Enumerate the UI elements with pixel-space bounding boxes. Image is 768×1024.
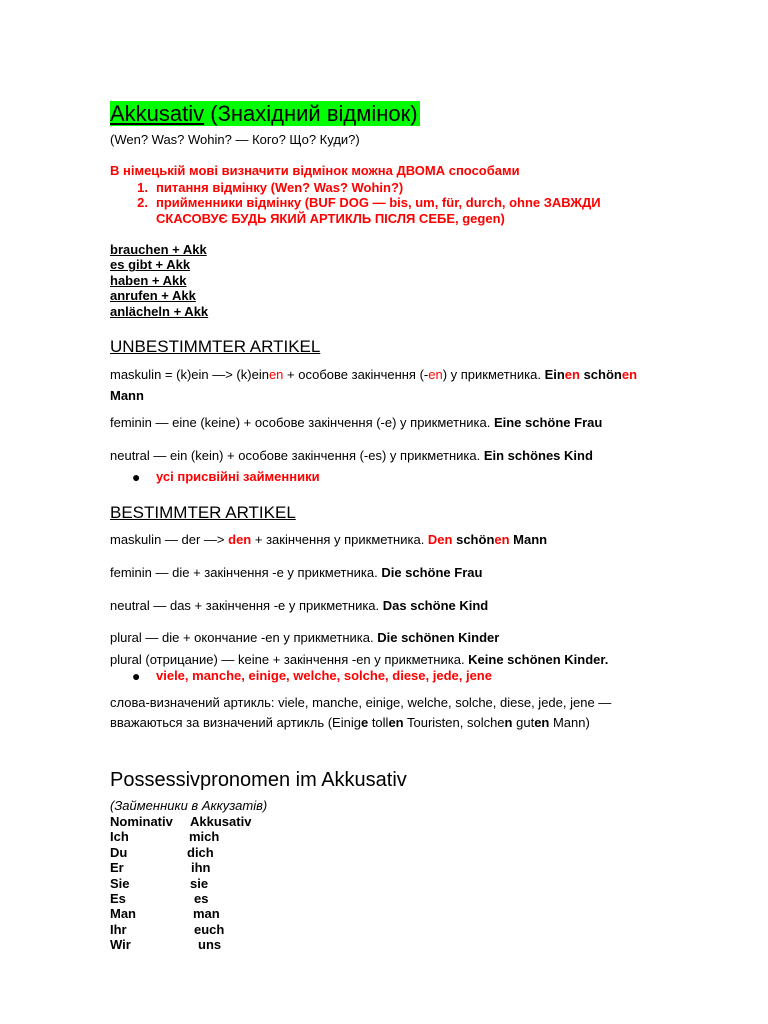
section-subtitle: (Займенники в Аккузатів): [110, 798, 268, 813]
rule-neutral: neutral — das + закінчення -e у прикметника. Das schöne Kind: [110, 598, 489, 613]
bullet-item: ● viele, manche, einige, welche, solche, diese, jede, jene: [132, 668, 492, 684]
rule-masculine: maskulin — der —> den + закінчення у прикметника. Den schönen Mann: [110, 532, 548, 547]
bullet-icon: ●: [132, 469, 141, 485]
rule-neutral: neutral — ein (kein) + особове закінчення (-es) у прикметника. Ein schönes Kind: [110, 448, 593, 463]
rule-masculine: maskulin = (k)ein —> (k)einen + особове закінчення (-en) у прикметника. Einen schönen: [110, 367, 638, 382]
rule-feminine: feminin — eine (keine) + особове закінчення (-e) у прикметника. Eine schöne Frau: [110, 415, 603, 430]
section-heading-bestimmt: BESTIMMTER ARTIKEL: [110, 503, 296, 522]
bullet-item: ● усі присвійні займенники: [132, 469, 320, 485]
note-line: слова-визначений артикль: viele, manche, einige, welche, solche, diese, jede, jene —: [110, 695, 612, 710]
section-heading-unbestimmt: UNBESTIMMTER ARTIKEL: [110, 337, 321, 356]
verb-item: haben + Akk: [110, 272, 187, 288]
section-heading-possessiv: Possessivpronomen im Akkusativ: [110, 769, 407, 791]
bullet-icon: ●: [132, 668, 141, 684]
rule-masculine-example-end: Mann: [110, 388, 144, 403]
verb-item: anrufen + Akk: [110, 288, 196, 304]
verb-item: brauchen + Akk: [110, 242, 207, 257]
rule-feminine: feminin — die + закінчення -e у прикметника. Die schöne Frau: [110, 565, 483, 580]
note-line: вважаються за визначений артикль (Einige tollen Touristen, solchen guten Mann): [110, 715, 590, 730]
verb-item: es gibt + Akk: [110, 257, 191, 273]
verb-item: anlächeln + Akk: [110, 303, 209, 319]
verb-list: [110, 242, 208, 319]
case-questions: (Wen? Was? Wohin? — Кого? Що? Куди?): [110, 132, 360, 147]
intro-text: В німецькій мові визначити відмінок можна ДВОМА способами: [110, 163, 520, 178]
rule-plural-negation: plural (отрицание) — keine + закінчення -en у прикметника. Keine schönen Kinder.: [110, 652, 609, 667]
page-title: Akkusativ (Знахідний відмінок): [110, 101, 418, 126]
rule-plural: plural — die + окончание -en у прикметника. Die schönen Kinder: [110, 630, 500, 645]
pronoun-table: Nominativ Akkusativ Ich mich Du dich Er ihn Sie sie Es es Man man Ihr euch Wir uns: [110, 814, 252, 953]
